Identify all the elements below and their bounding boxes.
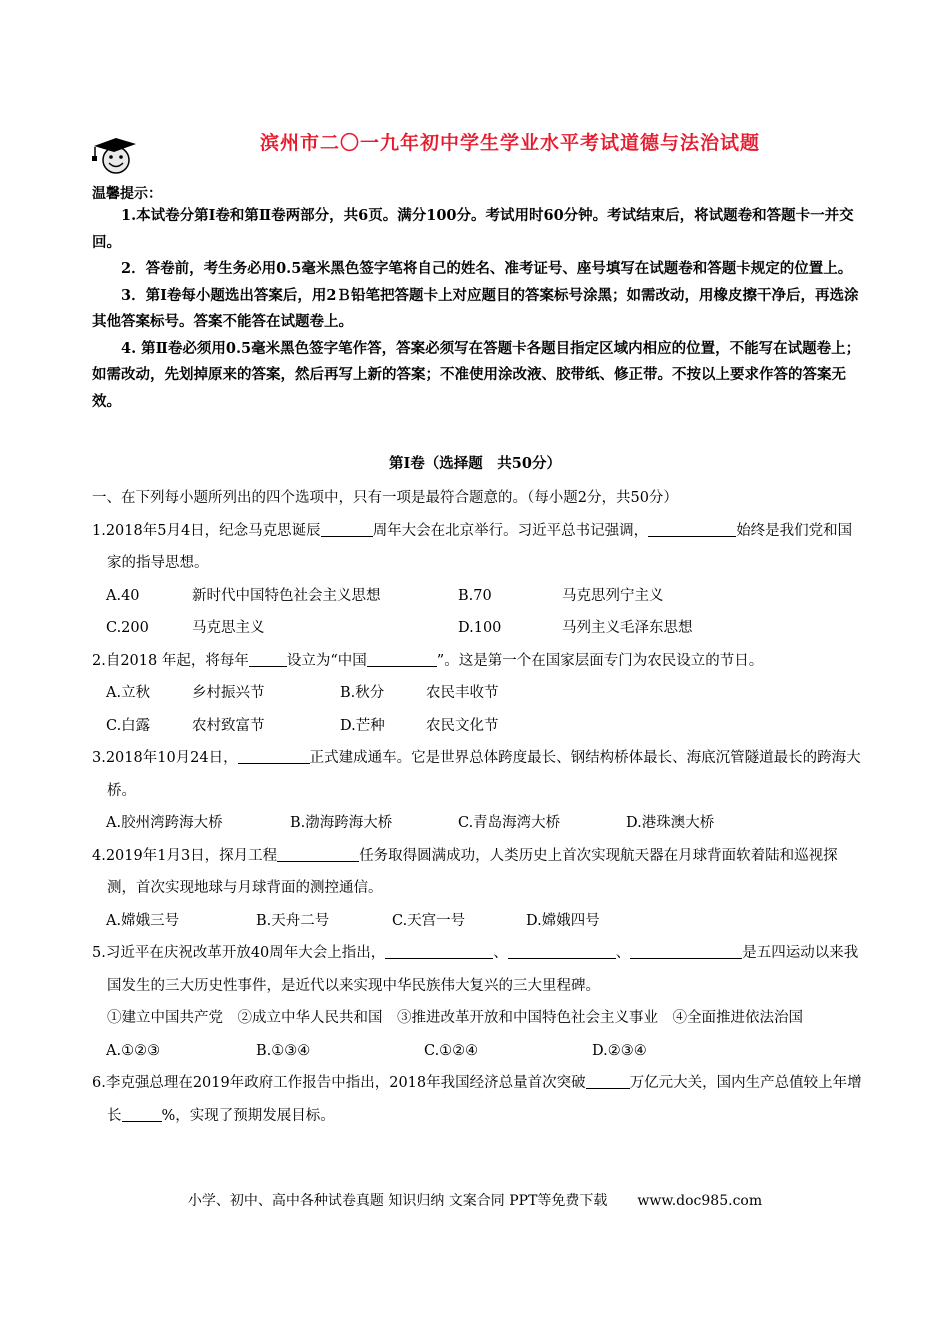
option-c-text: 农村致富节: [192, 717, 265, 734]
note-4: 4. 第Ⅱ卷必须用0.5毫米黑色签字笔作答，答案必须写在答题卡各题目指定区域内相应的位置，不能写在试题卷上；如需改动，先划掉原来的答案，然后再写上新的答案；不准使用涂改液、胶带纸、修正带。不按以上要求作答的答案无效。: [92, 339, 861, 410]
answer-blank: [249, 650, 287, 667]
option-b: B.①③④: [256, 1042, 311, 1059]
option-c: C.①②④: [424, 1042, 479, 1059]
footer-text: 小学、初中、高中各种试卷真题 知识归纳 文案合同 PPT等免费下载: [187, 1193, 608, 1209]
question-5-options: [92, 1035, 864, 1068]
answer-blank: [321, 520, 373, 537]
option-d: D.100: [458, 620, 502, 636]
option-b-text: 马克思列宁主义: [562, 587, 664, 604]
option-b: B.秋分: [340, 685, 385, 701]
section-instruction: 一、在下列每小题所列出的四个选项中，只有一项是最符合题意的。（每小题2分，共50分）: [92, 490, 678, 506]
option-d: D.②③④: [592, 1042, 647, 1059]
question-1-options: [92, 580, 864, 613]
question-4-options: [92, 905, 864, 938]
page-footer: [0, 1190, 950, 1210]
exam-title: 滨州市二〇一九年初中学生学业水平考试道德与法治试题: [259, 132, 760, 154]
answer-blank: [385, 942, 493, 959]
note-3: 3．第Ⅰ卷每小题选出答案后，用2Ｂ铅笔把答题卡上对应题目的答案标号涂黑；如需改动，用橡皮擦干净后，再选涂其他答案标号。答案不能答在试题卷上。: [92, 286, 859, 330]
tips-notes: [92, 203, 864, 415]
section-title: 第Ⅰ卷（选择题 共50分）: [389, 455, 561, 472]
answer-blank: [586, 1072, 630, 1089]
option-a: A.胶州湾跨海大桥: [106, 815, 223, 831]
option-d: D.嫦娥四号: [526, 912, 600, 929]
note-1: 1.本试卷分第Ⅰ卷和第Ⅱ卷两部分，共6页。满分100分。考试用时60分钟。考试结束后，将试题卷和答题卡一并交回。: [92, 207, 854, 251]
smiley-graduate-icon: [86, 132, 142, 176]
question-5-items: ①建立中国共产党 ②成立中华人民共和国 ③推进改革开放和中国特色社会主义事业 ④全面推进依法治国: [107, 1010, 803, 1026]
answer-blank: [367, 650, 437, 667]
option-b: B.70: [458, 587, 492, 604]
question-3: 3.2018年10月24日， 正式建成通车。它是世界总体跨度最长、钢结构桥体最长、海底沉管隧道最长的跨海大桥。: [92, 742, 864, 807]
option-d-text: 马列主义毛泽东思想: [562, 620, 693, 636]
question-6: 6.李克强总理在2019年政府工作报告中指出，2018年我国经济总量首次突破 万亿元大关，国内生产总值较上年增长 %，实现了预期发展目标。: [92, 1067, 864, 1132]
question-4: 4.2019年1月3日，探月工程 任务取得圆满成功，人类历史上首次实现航天器在月球背面软着陆和巡视探测，首次实现地球与月球背面的测控通信。: [92, 840, 864, 905]
questions-body: [92, 482, 864, 1132]
question-1-options-2: [92, 612, 864, 645]
option-a: A.嫦娥三号: [106, 912, 180, 929]
question-3-options: [92, 807, 864, 840]
option-c: C.200: [106, 620, 149, 636]
option-c: C.天宫一号: [392, 912, 466, 929]
question-2-options-2: [92, 710, 864, 743]
question-1: 1.2018年5月4日，纪念马克思诞辰 周年大会在北京举行。习近平总书记强调， 始终是我们党和国家的指导思想。: [92, 515, 864, 580]
option-c: C.白露: [106, 717, 151, 734]
answer-blank: [277, 845, 359, 862]
option-a: A.立秋: [106, 685, 151, 701]
option-d-text: 农民文化节: [426, 717, 499, 734]
option-d: D.港珠澳大桥: [626, 815, 715, 831]
answer-blank: [238, 747, 310, 764]
option-b: B.天舟二号: [256, 912, 330, 929]
option-c: C.青岛海湾大桥: [458, 815, 561, 831]
note-2: 2．答卷前，考生务必用0.5毫米黑色签字笔将自己的姓名、准考证号、座号填写在试题卷和答题卡规定的位置上。: [121, 260, 853, 277]
answer-blank: [630, 942, 742, 959]
option-a-text: 乡村振兴节: [192, 685, 265, 701]
answer-blank: [508, 942, 616, 959]
question-2-options: [92, 677, 864, 710]
footer-url[interactable]: www.doc985.com: [637, 1193, 763, 1209]
option-a: A.①②③: [106, 1042, 161, 1059]
option-b-text: 农民丰收节: [426, 685, 499, 701]
option-a-text: 新时代中国特色社会主义思想: [192, 587, 381, 604]
answer-blank: [648, 520, 736, 537]
option-b: B.渤海跨海大桥: [290, 815, 393, 831]
option-c-text: 马克思主义: [192, 620, 265, 636]
option-d: D.芒种: [340, 717, 385, 734]
question-2: 2.自2018 年起，将每年 设立为“中国 ”。这是第一个在国家层面专门为农民设立的节日。: [92, 645, 864, 678]
answer-blank: [122, 1105, 162, 1122]
option-a: A.40: [106, 587, 140, 604]
question-5: 5.习近平在庆祝改革开放40周年大会上指出， 、 、 是五四运动以来我国发生的三大历史性事件，是近代以来实现中华民族伟大复兴的三大里程碑。: [92, 937, 864, 1002]
tips-heading: 温馨提示：: [92, 186, 162, 202]
